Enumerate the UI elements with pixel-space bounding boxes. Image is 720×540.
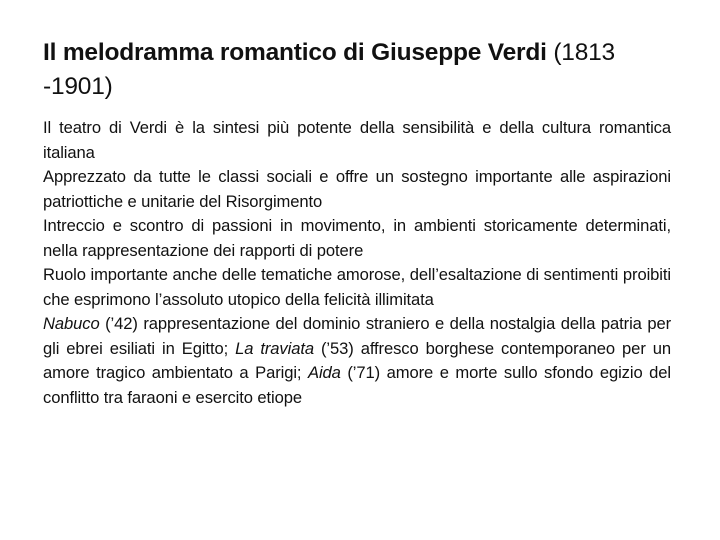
- opera-aida-text: (’71) amore e morte sullo sfondo egizio del conflitto tra faraoni e esercito etiope: [43, 363, 671, 407]
- paragraph-love-themes: Ruolo importante anche delle tematiche amorose, dell’esaltazione di sentimenti proibiti che esprimono l’assoluto utopico della felicità illimitata: [43, 265, 671, 309]
- title-main: Il melodramma romantico di Giuseppe Verdi: [43, 39, 547, 66]
- paragraph-verdi-theatre: Il teatro di Verdi è la sintesi più potente della sensibilità e della cultura romantica italiana: [43, 118, 671, 162]
- opera-traviata: La traviata: [235, 338, 314, 358]
- paragraph-social-appreciation: Apprezzato da tutte le classi sociali e offre un sostegno importante alle aspirazioni patriottiche e unitarie del Risorgimento: [43, 167, 671, 211]
- title-dates: (1813 -1901): [43, 39, 615, 100]
- slide-title: [43, 36, 671, 104]
- slide-content: [43, 36, 671, 410]
- paragraph-passions: Intreccio e scontro di passioni in movimento, in ambienti storicamente determinati, nella rappresentazione dei rapporti di potere: [43, 216, 671, 260]
- opera-nabuco: Nabuco: [43, 314, 100, 333]
- opera-nabuco-text: (’42) rappresentazione del dominio straniero e della nostalgia della patria per gli ebrei esiliati in Egitto;: [43, 314, 671, 358]
- paragraph-operas: [43, 312, 671, 410]
- opera-aida: Aida: [308, 363, 341, 382]
- opera-traviata-text: (’53) affresco borghese contemporaneo per un amore tragico ambientato a Parigi;: [43, 338, 672, 382]
